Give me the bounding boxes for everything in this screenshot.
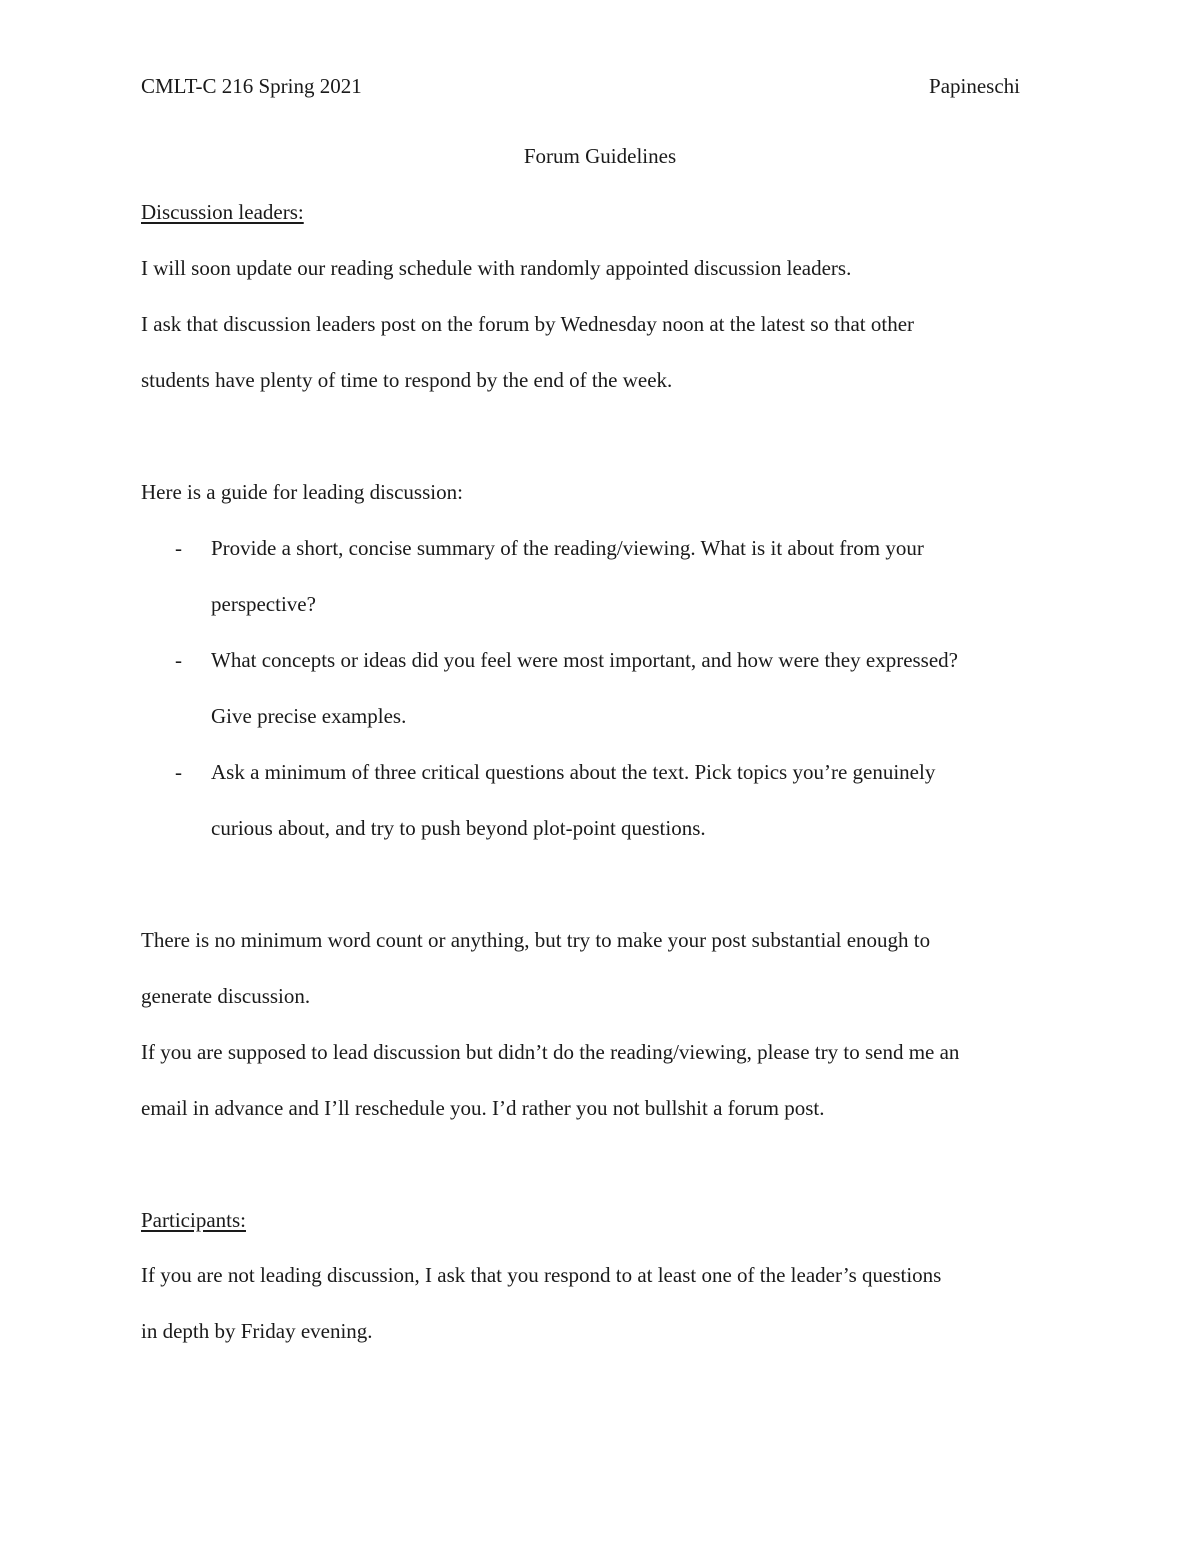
participants-paragraph-line-2: in depth by Friday evening. — [141, 1319, 373, 1343]
bullet-2-line-2: Give precise examples. — [211, 704, 407, 728]
bullet-1-line-1: Provide a short, concise summary of the reading/viewing. What is it about from your — [211, 536, 924, 560]
bullet-dash: - — [175, 760, 182, 784]
participants-heading: Participants: — [141, 1208, 246, 1232]
bullet-dash: - — [175, 648, 182, 672]
bullet-2-line-1: What concepts or ideas did you feel were most important, and how were they expressed? — [211, 648, 958, 672]
guide-intro: Here is a guide for leading discussion: — [141, 480, 463, 504]
leaders-paragraph-4-line-2: email in advance and I’ll reschedule you. I’d rather you not bullshit a forum post. — [141, 1096, 825, 1120]
discussion-leaders-heading: Discussion leaders: — [141, 200, 304, 224]
bullet-3-line-1: Ask a minimum of three critical questions about the text. Pick topics you’re genuinely — [211, 760, 936, 784]
bullet-1-line-2: perspective? — [211, 592, 316, 616]
leaders-paragraph-2-line-2: students have plenty of time to respond by the end of the week. — [141, 368, 673, 392]
participants-paragraph-line-1: If you are not leading discussion, I ask that you respond to at least one of the leader’s questions — [141, 1263, 942, 1287]
leaders-paragraph-1: I will soon update our reading schedule with randomly appointed discussion leaders. — [141, 256, 852, 280]
bullet-3-line-2: curious about, and try to push beyond plot-point questions. — [211, 816, 706, 840]
bullet-dash: - — [175, 536, 182, 560]
author-header: Papineschi — [929, 74, 1020, 98]
leaders-paragraph-3-line-1: There is no minimum word count or anything, but try to make your post substantial enough to — [141, 928, 931, 952]
leaders-paragraph-2-line-1: I ask that discussion leaders post on the forum by Wednesday noon at the latest so that other — [141, 312, 915, 336]
leaders-paragraph-3-line-2: generate discussion. — [141, 984, 311, 1008]
course-header: CMLT-C 216 Spring 2021 — [141, 74, 362, 98]
page-title: Forum Guidelines — [523, 144, 677, 168]
leaders-paragraph-4-line-1: If you are supposed to lead discussion but didn’t do the reading/viewing, please try to send me an — [141, 1040, 960, 1064]
